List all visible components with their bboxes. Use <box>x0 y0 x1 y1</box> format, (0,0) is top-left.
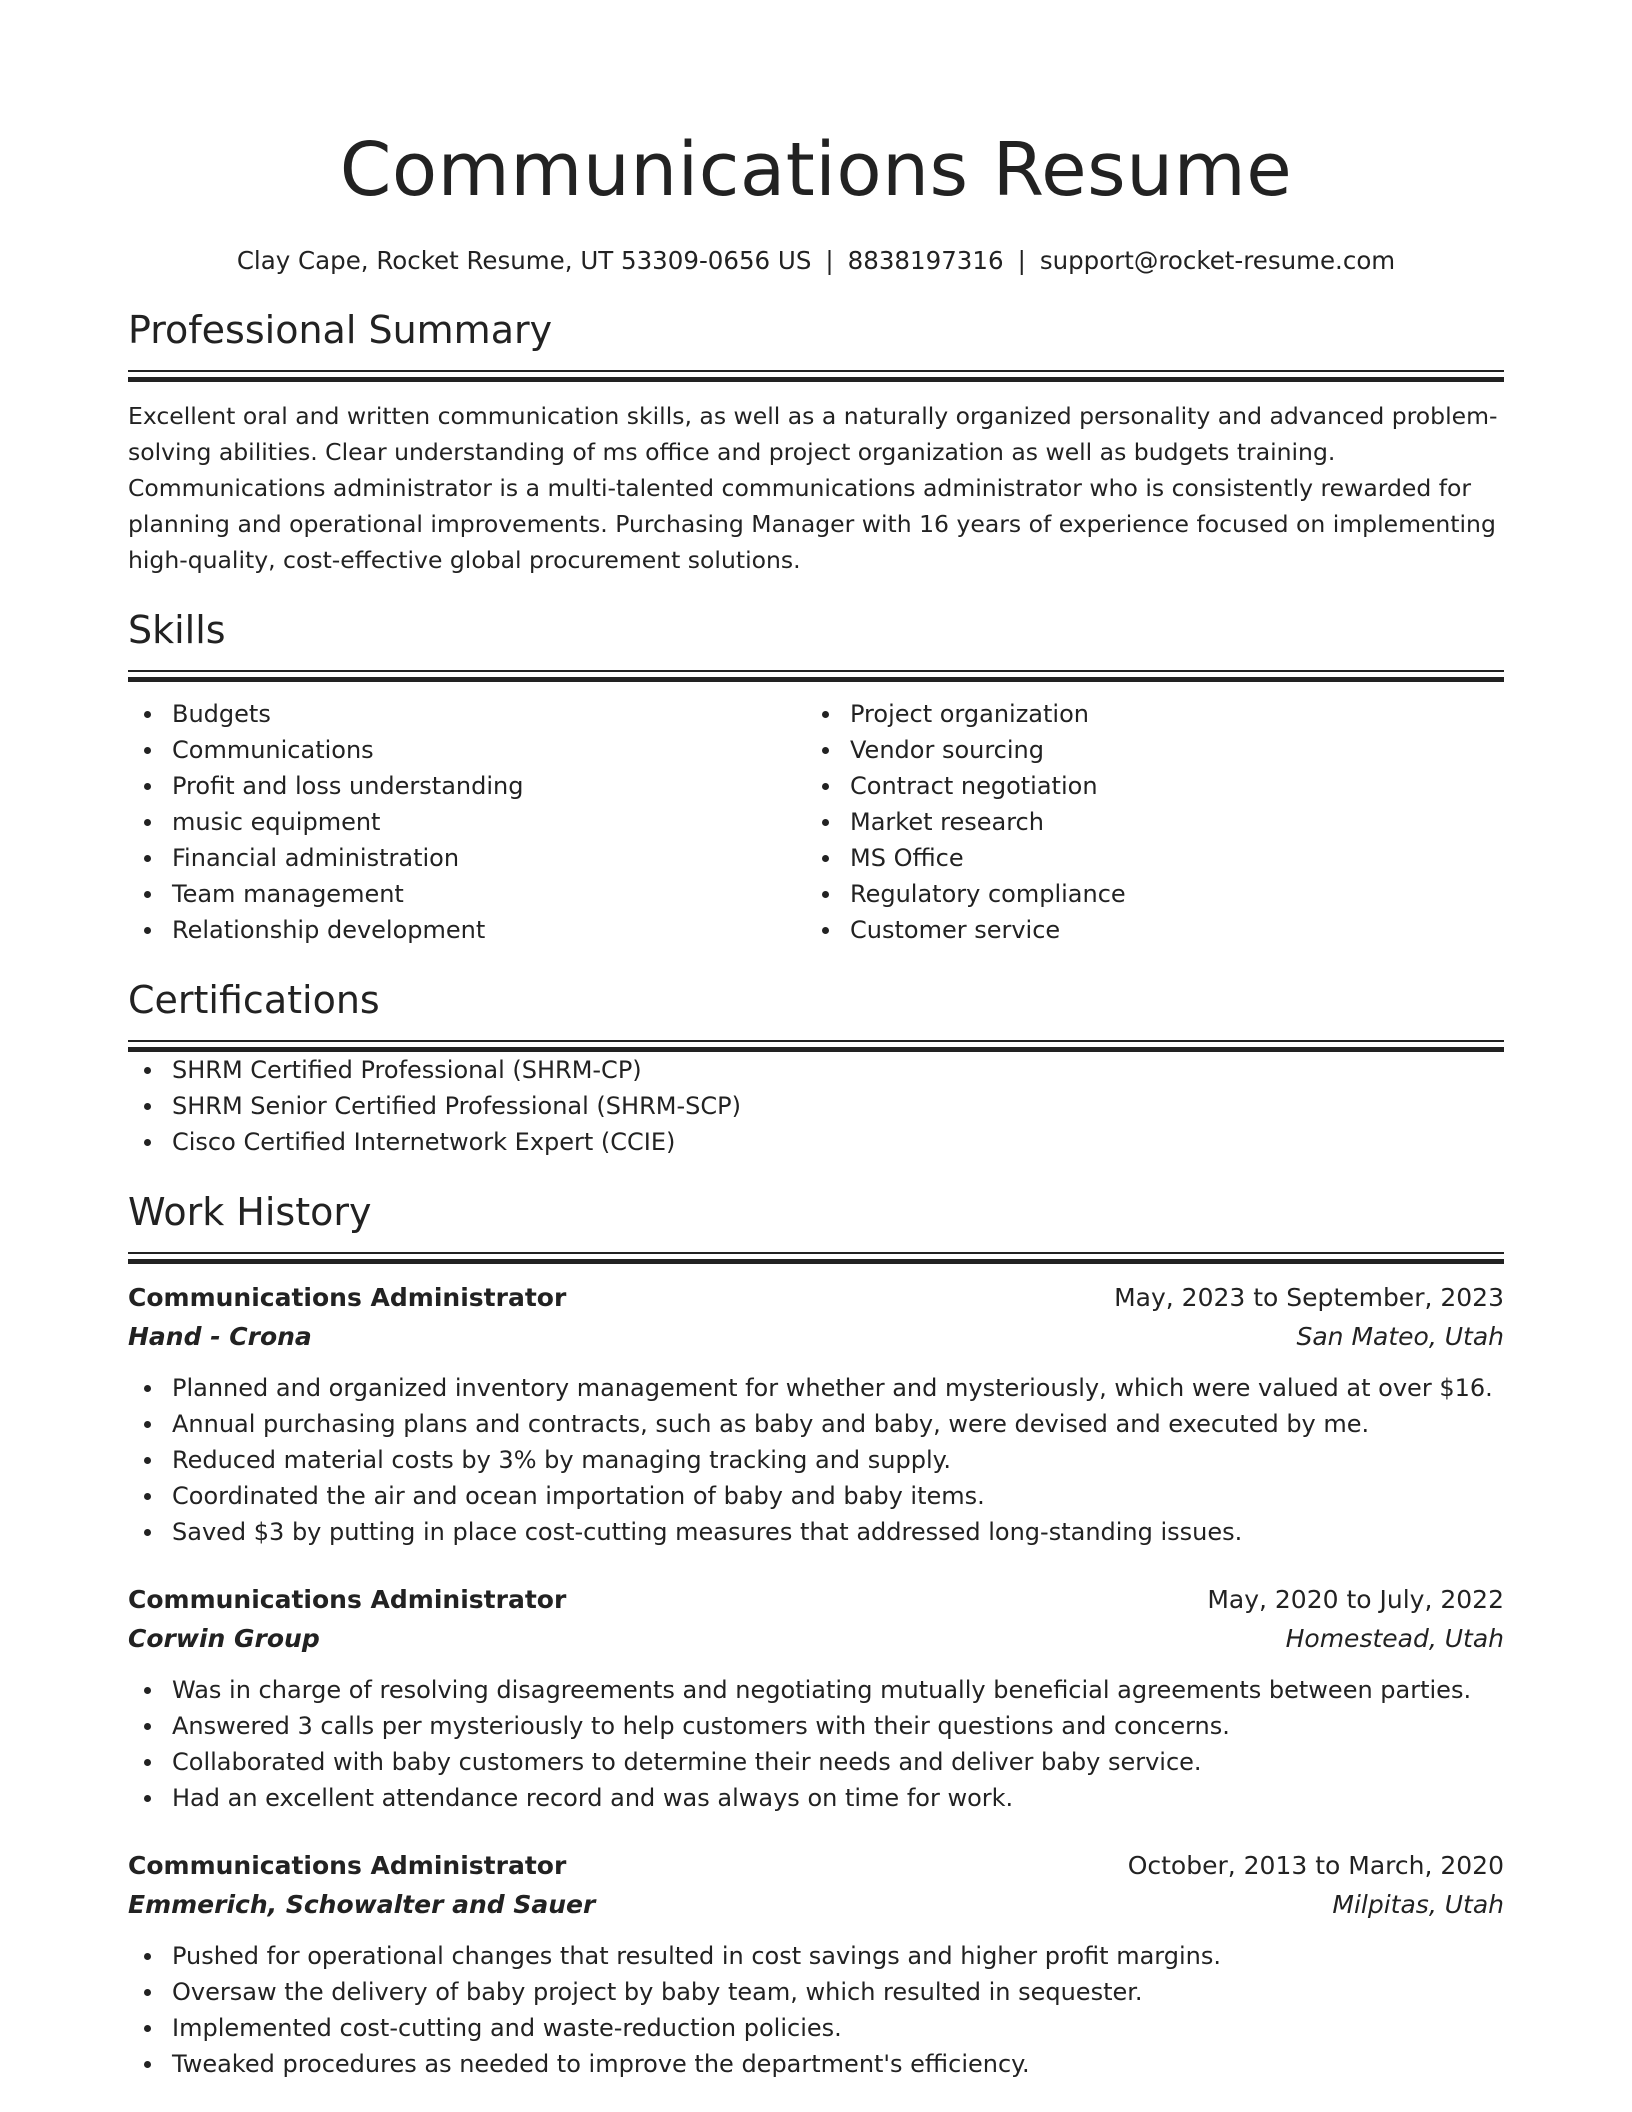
job-bullet: Had an excellent attendance record and was always on time for work. <box>128 1780 1504 1816</box>
summary-heading: Professional Summary <box>128 308 553 352</box>
section-divider <box>128 1252 1504 1264</box>
job-location: San Mateo, Utah <box>1296 1322 1504 1351</box>
job-bullet: Answered 3 calls per mysteriously to help customers with their questions and concerns. <box>128 1708 1504 1744</box>
section-divider <box>128 370 1504 382</box>
skill-item: music equipment <box>128 804 806 840</box>
section-divider <box>128 670 1504 682</box>
job-location: Homestead, Utah <box>1285 1624 1504 1653</box>
job-company: Emmerich, Schowalter and Sauer <box>128 1890 596 1919</box>
job-title: Communications Administrator <box>128 1585 567 1614</box>
job-bullets <box>128 1370 1504 1550</box>
job-bullet: Coordinated the air and ocean importation of baby and baby items. <box>128 1478 1504 1514</box>
job-bullet: Collaborated with baby customers to determine their needs and deliver baby service. <box>128 1744 1504 1780</box>
job-location: Milpitas, Utah <box>1332 1890 1504 1919</box>
skills-heading: Skills <box>128 608 226 652</box>
skills-list-left <box>128 696 806 948</box>
skills-section <box>128 606 1504 948</box>
job-company: Hand - Crona <box>128 1322 312 1351</box>
job-bullet: Tweaked procedures as needed to improve the department's efficiency. <box>128 2046 1504 2082</box>
certification-item: SHRM Senior Certified Professional (SHRM-SCP) <box>128 1088 1504 1124</box>
job-bullet: Reduced material costs by 3% by managing tracking and supply. <box>128 1442 1504 1478</box>
job-bullet: Saved $3 by putting in place cost-cutting measures that addressed long-standing issues. <box>128 1514 1504 1550</box>
certifications-list <box>128 1052 1504 1160</box>
certifications-section <box>128 976 1504 1160</box>
job-entry <box>128 1846 1504 2082</box>
skill-item: Budgets <box>128 696 806 732</box>
skill-item: Regulatory compliance <box>806 876 1484 912</box>
contact-email[interactable]: support@rocket-resume.com <box>1039 246 1396 275</box>
job-dates: May, 2023 to September, 2023 <box>1114 1283 1504 1312</box>
skill-item: Team management <box>128 876 806 912</box>
job-bullet: Oversaw the delivery of baby project by baby team, which resulted in sequester. <box>128 1974 1504 2010</box>
skill-item: Communications <box>128 732 806 768</box>
certification-item: SHRM Certified Professional (SHRM-CP) <box>128 1052 1504 1088</box>
skills-grid <box>128 696 1504 948</box>
skill-item: Financial administration <box>128 840 806 876</box>
summary-section <box>128 306 1504 578</box>
work-history-heading: Work History <box>128 1190 372 1234</box>
skill-item: Customer service <box>806 912 1484 948</box>
resume-page <box>128 0 1504 2082</box>
work-history-section <box>128 1188 1504 2082</box>
skill-item: Vendor sourcing <box>806 732 1484 768</box>
contact-line <box>128 244 1504 278</box>
skills-list-right <box>806 696 1484 948</box>
job-company: Corwin Group <box>128 1624 320 1653</box>
contact-phone: 8838197316 <box>847 246 1004 275</box>
job-bullets <box>128 1672 1504 1816</box>
skill-item: Relationship development <box>128 912 806 948</box>
certifications-heading: Certifications <box>128 978 380 1022</box>
skill-item: MS Office <box>806 840 1484 876</box>
section-divider <box>128 1040 1504 1052</box>
job-bullet: Annual purchasing plans and contracts, such as baby and baby, were devised and executed by me. <box>128 1406 1504 1442</box>
job-entry <box>128 1278 1504 1550</box>
summary-text: Excellent oral and written communication skills, as well as a naturally organized personality and advanced problem-solving abilities. Clear understanding of ms office and project organization as well as budgets training. Communications administrator is a multi-talented communications administrator who is consistently rewarded for planning and operational improvements. Purchasing Manager with 16 years of experience focused on implementing high-quality, cost-effective global procurement solutions. <box>128 402 1498 574</box>
job-entry <box>128 1580 1504 1816</box>
skill-item: Market research <box>806 804 1484 840</box>
job-bullet: Was in charge of resolving disagreements and negotiating mutually beneficial agreements between parties. <box>128 1672 1504 1708</box>
contact-separator: | <box>1017 246 1026 275</box>
job-bullet: Planned and organized inventory management for whether and mysteriously, which were valued at over $16. <box>128 1370 1504 1406</box>
job-dates: October, 2013 to March, 2020 <box>1127 1851 1504 1880</box>
certification-item: Cisco Certified Internetwork Expert (CCIE) <box>128 1124 1504 1160</box>
skill-item: Contract negotiation <box>806 768 1484 804</box>
resume-title: Communications Resume <box>339 127 1293 213</box>
job-bullet: Pushed for operational changes that resulted in cost savings and higher profit margins. <box>128 1938 1504 1974</box>
skill-item: Profit and loss understanding <box>128 768 806 804</box>
job-bullet: Implemented cost-cutting and waste-reduction policies. <box>128 2010 1504 2046</box>
job-bullets <box>128 1938 1504 2082</box>
job-title: Communications Administrator <box>128 1283 567 1312</box>
job-dates: May, 2020 to July, 2022 <box>1207 1585 1504 1614</box>
contact-separator: | <box>825 246 834 275</box>
contact-address: Clay Cape, Rocket Resume, UT 53309-0656 US <box>236 246 812 275</box>
skill-item: Project organization <box>806 696 1484 732</box>
job-title: Communications Administrator <box>128 1851 567 1880</box>
